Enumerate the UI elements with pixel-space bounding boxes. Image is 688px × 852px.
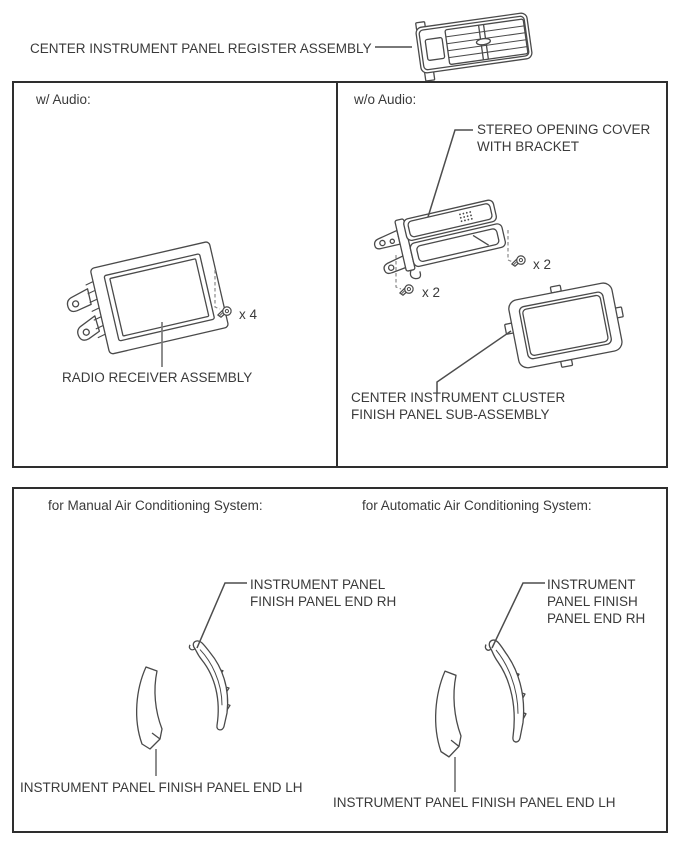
automatic-lh-label: INSTRUMENT PANEL FINISH PANEL END LH [333, 795, 616, 810]
register-assembly-label: CENTER INSTRUMENT PANEL REGISTER ASSEMBLY [30, 41, 372, 56]
manual-rh-label-line2: FINISH PANEL END RH [250, 594, 397, 609]
stereo-cover-label-line1: STEREO OPENING COVER [477, 122, 651, 137]
center-instrument-panel-register-drawing [406, 3, 542, 81]
automatic-rh-label [547, 576, 645, 627]
automatic-rh-end-panel-drawing [476, 639, 532, 749]
automatic-rh-label-line2: PANEL FINISH [547, 594, 638, 609]
stereo-opening-cover-drawing [370, 197, 510, 281]
cluster-label-line2: FINISH PANEL SUB-ASSEMBLY [351, 407, 550, 422]
manual-rh-end-panel-drawing [180, 640, 236, 736]
automatic-rh-label-line3: PANEL END RH [547, 611, 646, 626]
radio-receiver-drawing [62, 240, 230, 364]
manual-lh-label: INSTRUMENT PANEL FINISH PANEL END LH [20, 780, 303, 795]
cluster-finish-panel-drawing [500, 280, 630, 372]
radio-screw-qty: x 4 [239, 307, 258, 322]
stereo-cover-label-line2: WITH BRACKET [477, 139, 580, 154]
with-audio-header: w/ Audio: [36, 92, 91, 107]
automatic-ac-header: for Automatic Air Conditioning System: [362, 498, 592, 513]
manual-ac-header: for Manual Air Conditioning System: [48, 498, 263, 513]
stereo-screw-qty-lower: x 2 [422, 285, 441, 300]
manual-rh-label [250, 576, 396, 610]
without-audio-header: w/o Audio: [354, 92, 417, 107]
stereo-cover-label [477, 121, 650, 155]
cluster-label-line1: CENTER INSTRUMENT CLUSTER [351, 390, 566, 405]
stereo-screw-qty-upper: x 2 [533, 257, 552, 272]
automatic-rh-label-line1: INSTRUMENT [547, 577, 636, 592]
radio-receiver-label: RADIO RECEIVER ASSEMBLY [62, 370, 253, 385]
audio-box-divider [336, 81, 338, 468]
automatic-lh-end-panel-drawing [419, 668, 467, 760]
manual-rh-label-line1: INSTRUMENT PANEL [250, 577, 386, 592]
cluster-finish-panel-label [351, 389, 565, 423]
manual-lh-end-panel-drawing [120, 664, 168, 752]
